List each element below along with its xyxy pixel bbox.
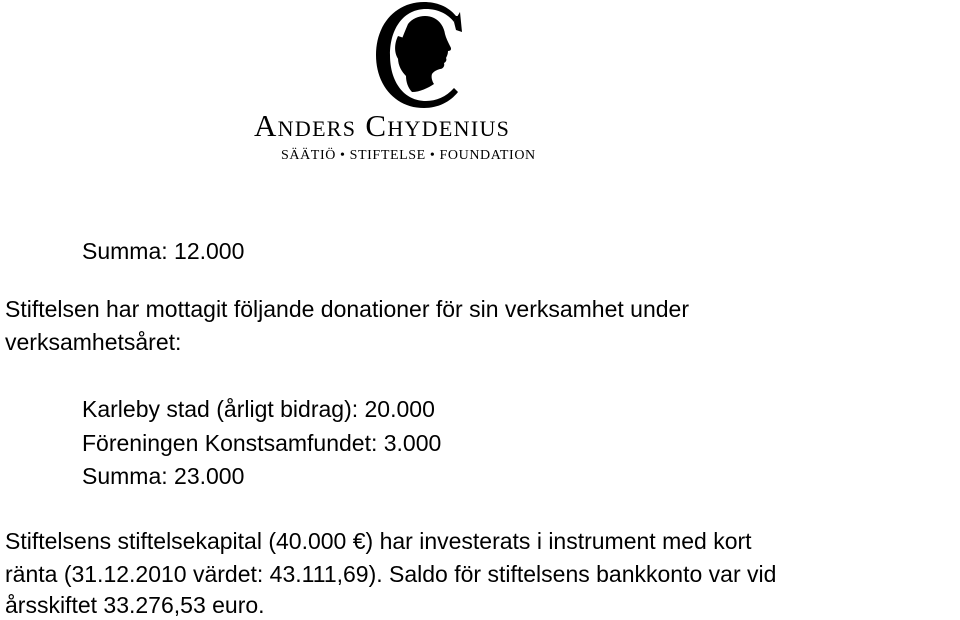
- capital-line-2: ränta (31.12.2010 värdet: 43.111,69). Saldo för stiftelsens bankkonto var vid: [5, 561, 777, 587]
- donations-intro-line-1: Stiftelsen har mottagit följande donationer för sin verksamhet under: [5, 296, 689, 322]
- donation-item-karleby: Karleby stad (årligt bidrag): 20.000: [82, 396, 435, 422]
- donation-item-konstsamfundet: Föreningen Konstsamfundet: 3.000: [82, 430, 442, 456]
- foundation-logo: [0, 0, 960, 175]
- logo-name-text: Anders Chydenius: [254, 108, 511, 143]
- donations-intro-line-2: verksamhetsåret:: [5, 329, 182, 355]
- capital-line-1: Stiftelsens stiftelsekapital (40.000 €) har investerats i instrument med kort: [5, 528, 752, 554]
- logo-subtitle: SÄÄTIÖ • STIFTELSE • FOUNDATION: [281, 148, 536, 163]
- silhouette-portrait-c-monogram-icon: [368, 2, 472, 108]
- summa-first: Summa: 12.000: [82, 238, 245, 264]
- capital-line-3: årsskiftet 33.276,53 euro.: [5, 592, 265, 618]
- donation-summa: Summa: 23.000: [82, 463, 245, 489]
